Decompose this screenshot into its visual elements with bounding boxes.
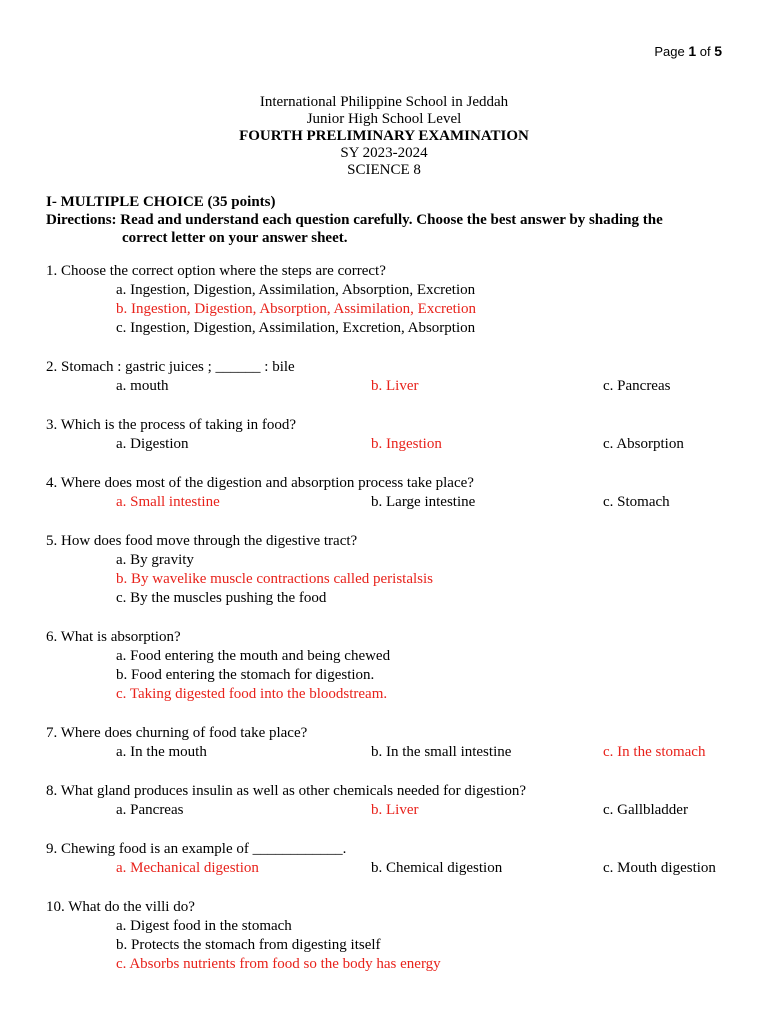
directions-line-1: Directions: Read and understand each question carefully. Choose the best answer by shading the xyxy=(46,212,663,228)
option-a-answer: a. Mechanical digestion xyxy=(116,860,259,876)
section-heading xyxy=(46,193,663,247)
question-stem: 9. Chewing food is an example of ____________. xyxy=(46,841,347,857)
option-b: b. Large intestine xyxy=(371,494,476,510)
question-stem: 2. Stomach : gastric juices ; ______ : bile xyxy=(46,359,295,375)
question-stem: 1. Choose the correct option where the steps are correct? xyxy=(46,263,386,279)
school-level: Junior High School Level xyxy=(306,111,462,127)
page-total: 5 xyxy=(714,43,722,59)
subject: SCIENCE 8 xyxy=(347,162,421,178)
option-c: c. Mouth digestion xyxy=(603,860,716,876)
question-stem: 6. What is absorption? xyxy=(46,629,181,645)
option-a: a. Digestion xyxy=(116,436,189,452)
question-stem: 5. How does food move through the digestive tract? xyxy=(46,533,358,549)
option-c: c. Stomach xyxy=(603,494,670,510)
exam-header xyxy=(0,94,768,179)
option-a: a. In the mouth xyxy=(116,744,207,760)
option-a-answer: a. Small intestine xyxy=(116,494,220,510)
option-c-answer: c. Absorbs nutrients from food so the body has energy xyxy=(116,956,441,972)
option-b-answer: b. Ingestion, Digestion, Absorption, Assimilation, Excretion xyxy=(116,301,476,317)
option-c-answer: c. Taking digested food into the bloodstream. xyxy=(116,686,388,702)
school-year: SY 2023-2024 xyxy=(340,145,428,161)
page-current: 1 xyxy=(688,43,697,59)
question-10 xyxy=(46,898,746,974)
option-a: a. By gravity xyxy=(116,552,194,568)
page-of: of xyxy=(699,44,711,59)
question-stem: 10. What do the villi do? xyxy=(46,899,195,915)
page-prefix: Page xyxy=(654,44,685,59)
page-number xyxy=(654,43,722,59)
option-b-answer: b. Liver xyxy=(371,802,419,818)
option-b-answer: b. Ingestion xyxy=(371,436,442,452)
option-b: b. Chemical digestion xyxy=(371,860,503,876)
question-6 xyxy=(46,628,746,704)
section-title: I- MULTIPLE CHOICE (35 points) xyxy=(46,194,276,210)
school-name: International Philippine School in Jeddah xyxy=(259,94,509,110)
option-b-answer: b. Liver xyxy=(371,378,419,394)
option-a: a. mouth xyxy=(116,378,169,394)
question-2 xyxy=(46,358,746,396)
question-stem: 3. Which is the process of taking in food? xyxy=(46,417,297,433)
question-3 xyxy=(46,416,746,454)
option-c: c. Absorption xyxy=(603,436,684,452)
option-c: c. Pancreas xyxy=(603,378,671,394)
question-9 xyxy=(46,840,746,878)
option-a: a. Food entering the mouth and being chewed xyxy=(116,648,391,664)
option-b-answer: b. By wavelike muscle contractions called peristalsis xyxy=(116,571,433,587)
question-stem: 4. Where does most of the digestion and absorption process take place? xyxy=(46,475,474,491)
option-b: b. In the small intestine xyxy=(371,744,512,760)
exam-title: FOURTH PRELIMINARY EXAMINATION xyxy=(239,128,529,144)
option-a: a. Digest food in the stomach xyxy=(116,918,292,934)
directions-line-2: correct letter on your answer sheet. xyxy=(122,230,348,246)
question-4 xyxy=(46,474,746,512)
question-stem: 7. Where does churning of food take place? xyxy=(46,725,308,741)
option-b: b. Protects the stomach from digesting itself xyxy=(116,937,381,953)
question-1 xyxy=(46,262,746,338)
option-c: c. By the muscles pushing the food xyxy=(116,590,327,606)
question-8 xyxy=(46,782,746,820)
question-5 xyxy=(46,532,746,608)
option-a: a. Pancreas xyxy=(116,802,184,818)
option-c: c. Gallbladder xyxy=(603,802,688,818)
option-c: c. Ingestion, Digestion, Assimilation, Excretion, Absorption xyxy=(116,320,476,336)
option-c-answer: c. In the stomach xyxy=(603,744,706,760)
option-a: a. Ingestion, Digestion, Assimilation, Absorption, Excretion xyxy=(116,282,476,298)
question-7 xyxy=(46,724,746,762)
option-b: b. Food entering the stomach for digestion. xyxy=(116,667,375,683)
question-stem: 8. What gland produces insulin as well as other chemicals needed for digestion? xyxy=(46,783,526,799)
